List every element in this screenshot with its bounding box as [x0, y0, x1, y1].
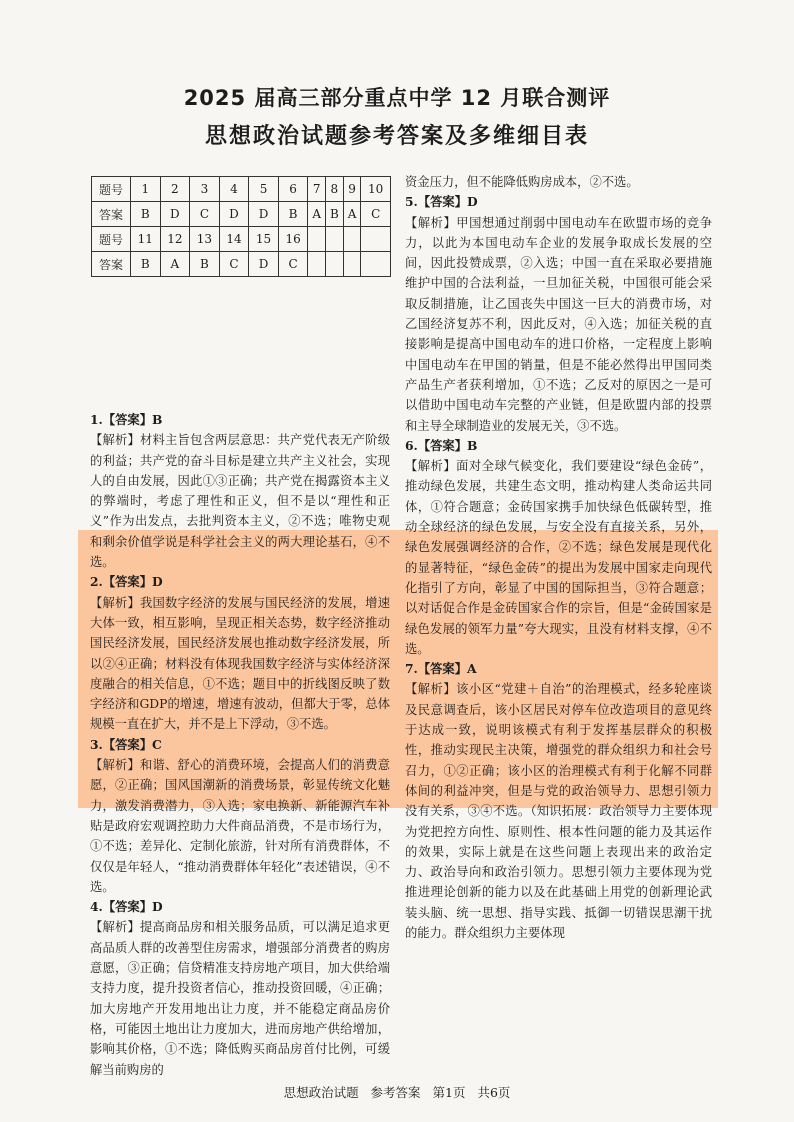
answer-table-cell	[325, 227, 343, 252]
answer-table-cell: C	[361, 202, 391, 227]
answer-heading: 1.【答案】B	[90, 412, 163, 427]
answer-table-row	[92, 177, 391, 202]
answer-heading: 6.【答案】B	[405, 437, 478, 453]
answer-table-cell: 14	[219, 227, 249, 252]
page-footer: 思想政治试题 参考答案 第1页 共6页	[283, 1085, 511, 1100]
answer-table-row	[92, 252, 391, 277]
explanation-paragraph: 【解析】材料主旨包含两层意思：共产党代表无产阶级的利益；共产党的奋斗目标是建立共产主义社会，实现人的自由发展，因此①③正确；共产党在揭露资本主义的弊端时，考虑了理性和正义，但不是以“理性和正义”作为出发点，去批判资本主义，②不选；唯物史观和剩余价值学说是科学社会主义的两大理论基石，④不选。	[90, 433, 390, 570]
answer-table-cell: C	[278, 252, 308, 277]
answer-table-cell: C	[190, 202, 220, 227]
answer-table-header-cell: 答案	[92, 252, 131, 277]
answer-table-cell: 4	[219, 177, 249, 202]
explanation-paragraph: 【解析】提高商品房和相关服务品质，可以满足追求更高品质人群的改善型住房需求，增强部分消费者的购房意愿，③正确；信贷精准支持房地产项目，加大供给端支持力度，提升投资者信心，推动投资回暖，④正确；加大房地产开发用地出让力度，并不能稳定商品房价格，可能因土地出让力度加大，进而房地产供给增加，影响其价格，①不选；降低购买商品房首付比例，可缓解当前购房的	[90, 920, 390, 1077]
explanation-paragraph: 【解析】我国数字经济的发展与国民经济的发展，增速大体一致，相互影响，呈现正相关态势，数字经济推动国民经济发展，国民经济发展也推动数字经济发展，所以②④正确；材料没有体现我国数字经济与实体经济深度融合的相关信息，①不选；题目中的折线图反映了数字经济和GDP的增速，增速有波动，但都大于零，总体规模一直在扩大，并不是上下浮动，③不选。	[90, 595, 390, 732]
answer-table-cell	[343, 227, 361, 252]
answer-table-cell: B	[131, 252, 161, 277]
answer-table-cell: 8	[325, 177, 343, 202]
answer-table-cell: C	[219, 252, 249, 277]
answer-heading: 5.【答案】D	[405, 194, 478, 210]
answer-table-cell: B	[278, 202, 308, 227]
explanation-paragraph: 【解析】该小区“党建＋自治”的治理模式，经多轮座谈及民意调查后，该小区居民对停车位改造项目的意见终于达成一致，说明该模式有利于发挥基层群众的积极性，推动实现民主决策，增强党的群众组织力和社会号召力，①②正确；该小区的治理模式有利于化解不同群体间的利益冲突，但是与党的政治领导力、思想引领力没有关系，③④不选。（知识拓展：政治领导力主要体现为党把控方向性、原则性、根本性问题的能力及其运作的效果，实际上就是在这些问题上表现出来的政治定力、政治导向和政治引领力。思想引领力主要体现为党推进理论创新的能力以及在此基础上用党的创新理论武装头脑、统一思想、指导实践、抵御一切错误思潮干扰的能力。群众组织力主要体现	[405, 682, 712, 940]
answer-table-cell: D	[219, 202, 249, 227]
answer-table-cell: 2	[160, 177, 190, 202]
left-column	[90, 410, 390, 1080]
explanation-paragraph: 【解析】和谐、舒心的消费环境，会提高人们的消费意愿，②正确；国风国潮新的消费场景，彰显传统文化魅力，激发消费潜力，③入选；家电换新、新能源汽车补贴是政府宏观调控助力大件商品消费，不是市场行为，①不选；差异化、定制化旅游，针对所有消费群体，不仅仅是年轻人，“推动消费群体年轻化”表述错误，④不选。	[90, 758, 390, 894]
answer-table-cell: 5	[249, 177, 279, 202]
answer-table-cell: A	[160, 252, 190, 277]
answer-table-cell: B	[131, 202, 161, 227]
answer-table-cell: 3	[190, 177, 220, 202]
answer-table-cell: A	[343, 202, 361, 227]
answer-table-header-cell: 题号	[92, 177, 131, 202]
answer-table-row	[92, 202, 391, 227]
answer-table-cell: D	[249, 202, 279, 227]
answer-table-cell: B	[190, 252, 220, 277]
answer-table-cell: 9	[343, 177, 361, 202]
answer-table	[91, 176, 391, 277]
answer-table-cell	[308, 252, 326, 277]
answer-table-cell: 10	[361, 177, 391, 202]
answer-table-cell	[308, 227, 326, 252]
explanation-paragraph: 【解析】甲国想通过削弱中国电动车在欧盟市场的竞争力，以此为本国电动车企业的发展争取成长发展的空间，因此投赞成票，②入选；中国一直在采取必要措施维护中国的合法利益，一旦加征关税，中国很可能会采取反制措施，让乙国丧失中国这一巨大的消费市场，对乙国经济复苏不利，因此反对，④入选；加征关税的直接影响是提高中国电动车的进口价格，一定程度上影响中国电动车在甲国的销量，但是不能必然得出甲国同类产品生产者获利增加，①不选；乙反对的原因之一是可以借助中国电动车完整的产业链，但是欧盟内部的投票和主导全球制造业的发展无关，③不选。	[405, 215, 712, 433]
answer-table-cell: 7	[308, 177, 326, 202]
answer-table-cell	[361, 252, 391, 277]
answer-table-cell: B	[325, 202, 343, 227]
answer-table-cell: 16	[278, 227, 308, 252]
page-title: 2025 届高三部分重点中学 12 月联合测评	[183, 86, 611, 110]
page-subtitle: 思想政治试题参考答案及多维细目表	[204, 124, 589, 149]
answer-table-header-cell: 答案	[92, 202, 131, 227]
answer-table-cell: A	[308, 202, 326, 227]
answer-table-cell	[325, 252, 343, 277]
answer-table-cell: 13	[190, 227, 220, 252]
answer-heading: 3.【答案】C	[90, 736, 162, 752]
answer-table-row	[92, 227, 391, 252]
answer-table-cell: 15	[249, 227, 279, 252]
answer-table-header-cell: 题号	[92, 227, 131, 252]
answer-table-cell	[343, 252, 361, 277]
answer-table-cell: D	[160, 202, 190, 227]
right-column	[405, 172, 712, 943]
answer-heading: 7.【答案】A	[405, 661, 477, 677]
answer-table-cell: 6	[278, 177, 308, 202]
answer-table-cell: 12	[160, 227, 190, 252]
explanation-paragraph: 【解析】面对全球气候变化，我们要建设“绿色金砖”，推动绿色发展，共建生态文明，推动构建人类命运共同体，①符合题意；金砖国家携手加快绿色低碳转型，推动全球经济的绿色发展，与安全没有直接关系，另外，绿色发展强调经济的合作，②不选；绿色发展是现代化的显著特征，“绿色金砖”的提出为发展中国家走向现代化指引了方向，彰显了中国的国际担当，③符合题意；以对话促合作是金砖国家合作的宗旨，但是“金砖国家是绿色发展的领军力量”夸大现实，且没有材料支撑，④不选。	[405, 459, 712, 656]
answer-table-cell: 1	[131, 177, 161, 202]
answer-heading: 4.【答案】D	[90, 899, 163, 915]
answer-table-cell	[361, 227, 391, 252]
answer-table-cell: D	[249, 252, 279, 277]
answer-table-cell: 11	[131, 227, 161, 252]
answer-heading: 2.【答案】D	[90, 574, 163, 590]
explanation-paragraph: 资金压力，但不能降低购房成本，②不选。	[405, 175, 639, 189]
